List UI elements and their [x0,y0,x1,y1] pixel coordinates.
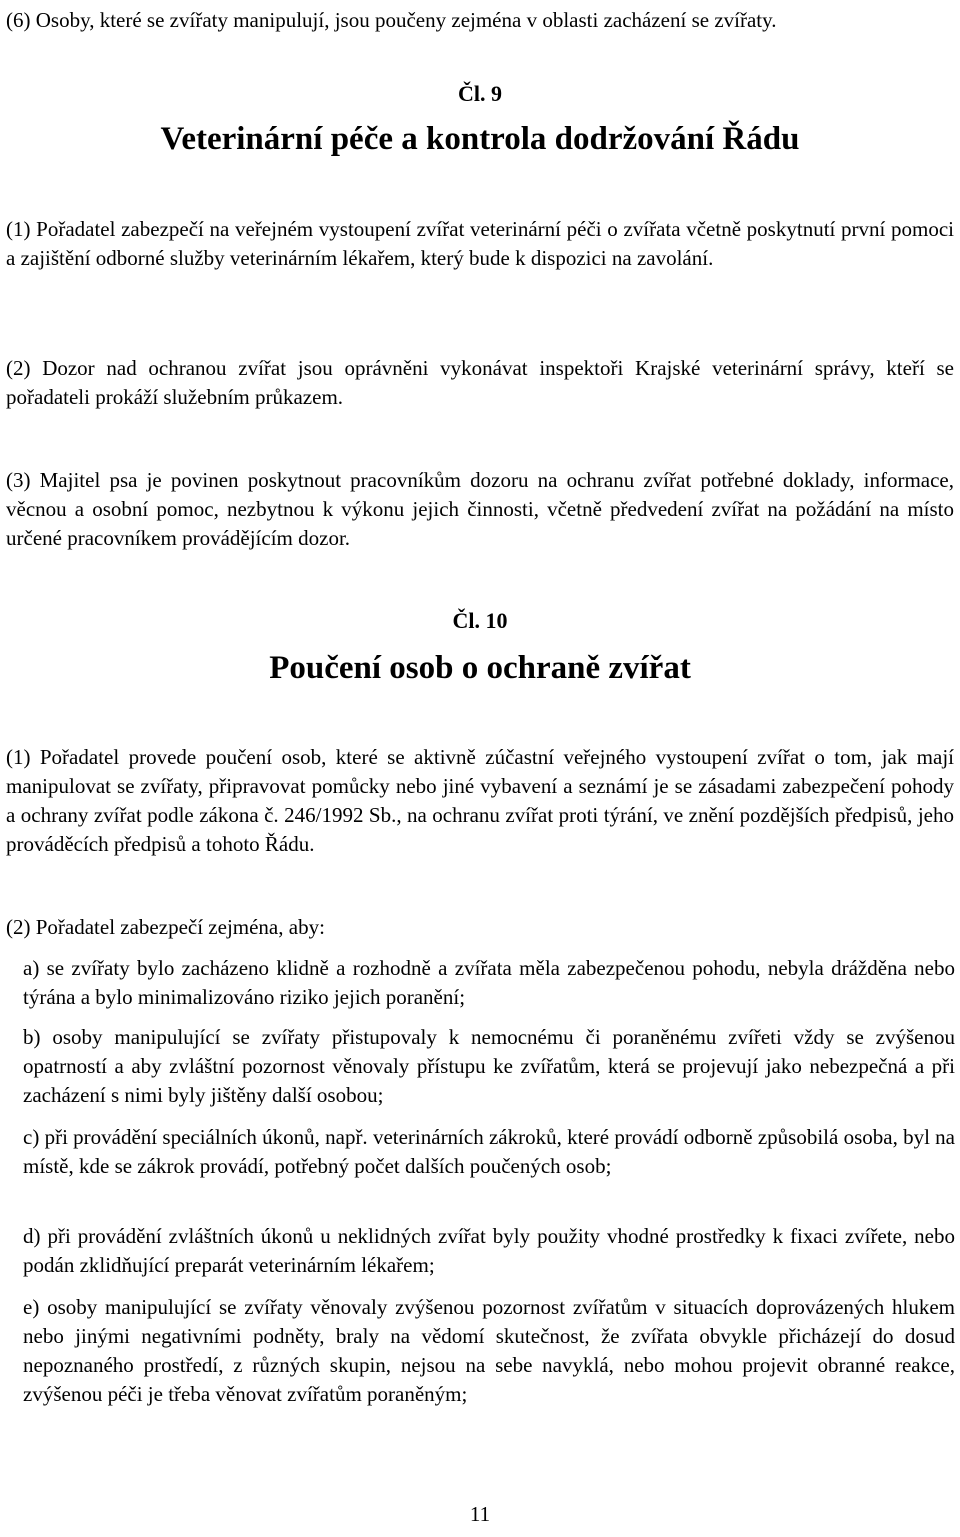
article-9-paragraph-1: (1) Pořadatel zabezpečí na veřejném vystoupení zvířat veterinární péči o zvířata včetně poskytnutí první pomoci a zajištění odborné služby veterinárním lékařem, který bude k dispozici na zavolání. [6,217,954,270]
list-item-b: b) osoby manipulující se zvířaty přistupovaly k nemocnému či poraněnému zvířeti vždy se zvýšenou opatrností a aby zvláštní pozornost věnovaly přístupu ke zvířatům, která se projevují jako nebezpečná a při zacházení s nimi byly jištěny další osobou; [23,1025,955,1107]
article-9-paragraph-2: (2) Dozor nad ochranou zvířat jsou oprávněni vykonávat inspektoři Krajské veterinární správy, kteří se pořadateli prokáží služebním průkazem. [6,356,954,409]
page-number: 11 [469,1502,491,1526]
list-item-e: e) osoby manipulující se zvířaty věnovaly zvýšenou pozornost zvířatům v situacích doprovázených hlukem nebo jinými negativními podněty, braly na vědomí skutečnost, že zvířata obvykle přicházejí do dosud nepoznaného prostředí, z různých skupin, nejsou na sebe navyklá, nebo mohou projevit obranné reakce, zvýšenou péči je třeba věnovat zvířatům poraněným; [23,1295,955,1406]
article-10-title: Poučení osob o ochraně zvířat [269,650,691,686]
article-10-paragraph-1: (1) Pořadatel provede poučení osob, které se aktivně zúčastní veřejného vystoupení zvířat o tom, jak mají manipulovat se zvířaty, připravovat pomůcky nebo jiné vybavení a seznámí je se zásadami zabezpečení pohody a ochrany zvířat podle zákona č. 246/1992 Sb., na ochranu zvířat proti týrání, ve znění pozdějších předpisů, jeho prováděcích předpisů a tohoto Řádu. [6,745,954,856]
article-10-number: Čl. 10 [452,608,508,633]
list-item-a: a) se zvířaty bylo zacházeno klidně a rozhodně a zvířata měla zabezpečenou pohodu, nebyla drážděna nebo týrána a bylo minimalizováno riziko jejich poranění; [23,956,955,1009]
article-10-paragraph-2: (2) Pořadatel zabezpečí zejména, aby: [6,915,325,939]
list-item-d: d) při provádění zvláštních úkonů u neklidných zvířat byly použity vhodné prostředky k fixaci zvířete, nebo podán zklidňující preparát veterinárním lékařem; [23,1224,955,1277]
article-9-paragraph-3: (3) Majitel psa je povinen poskytnout pracovníkům dozoru na ochranu zvířat potřebné doklady, informace, věcnou a osobní pomoc, nezbytnou k výkonu jejich činnosti, včetně předvedení zvířat na požádání na místo určené pracovníkem provádějícím dozor. [6,468,954,550]
article-9-number: Čl. 9 [458,81,502,106]
article-9-title: Veterinární péče a kontrola dodržování Řádu [160,121,800,157]
paragraph-6: (6) Osoby, které se zvířaty manipulují, jsou poučeny zejména v oblasti zacházení se zvířaty. [6,8,777,32]
list-item-c: c) při provádění speciálních úkonů, např. veterinárních zákroků, které provádí odborně způsobilá osoba, byl na místě, kde se zákrok provádí, potřebný počet dalších poučených osob; [23,1125,955,1178]
